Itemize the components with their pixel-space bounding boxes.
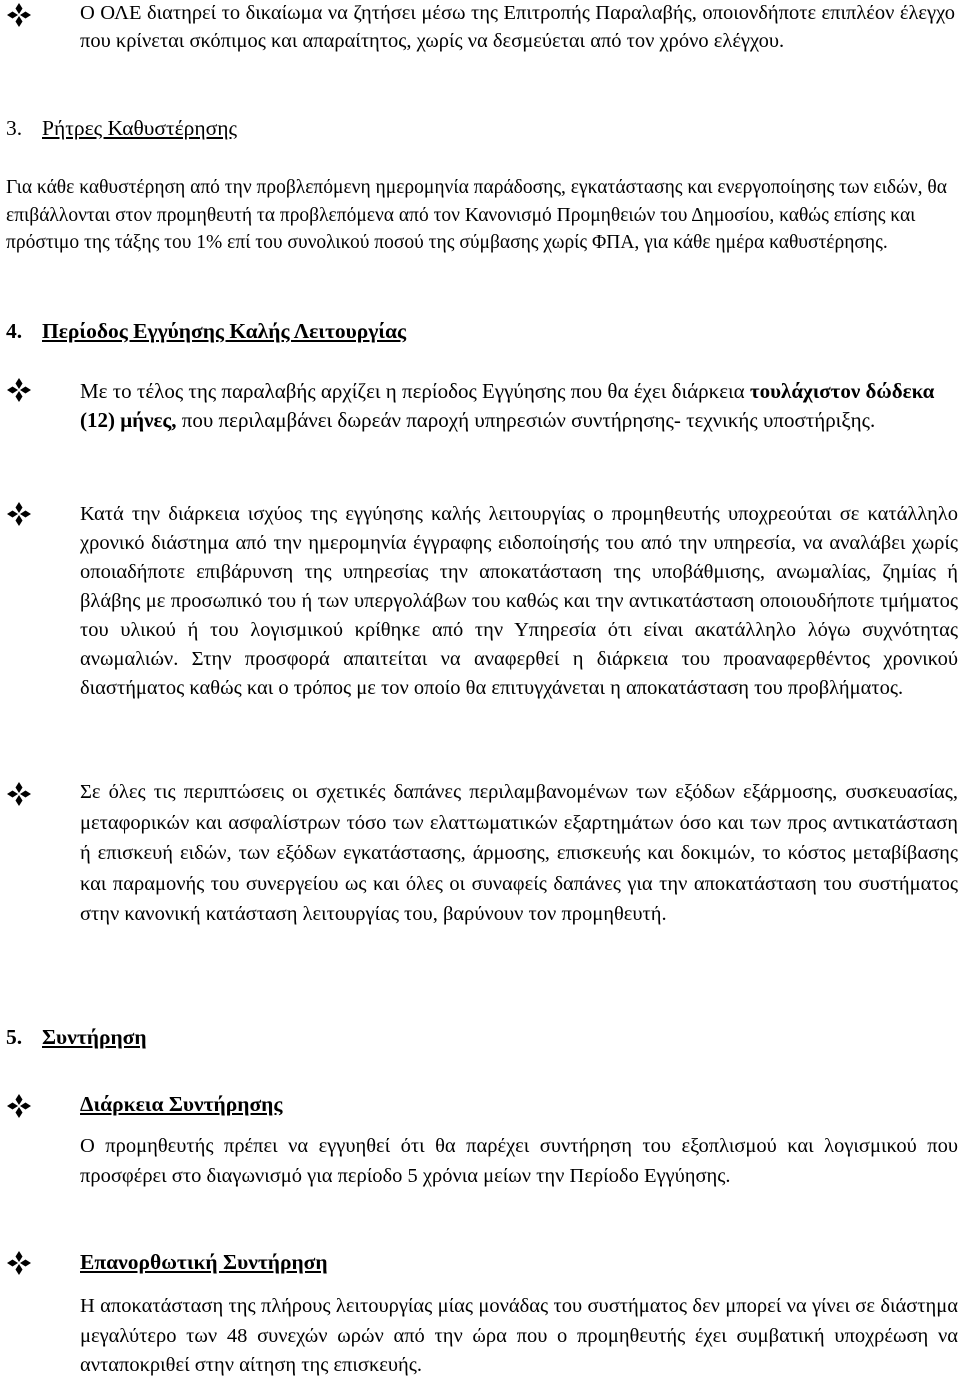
section-5-title: Συντήρηση (42, 1025, 147, 1049)
subsection-title: Επανορθωτική Συντήρηση (80, 1250, 328, 1274)
four-diamond-bullet-icon (6, 2, 40, 28)
section-4-number: 4. (6, 319, 23, 343)
bullet-text-part: Με το τέλος της παραλαβής αρχίζει η περίοδος Εγγύησης που θα έχει διάρκεια (80, 379, 750, 403)
section-5-heading (6, 1023, 906, 1051)
corrective-maintenance-paragraph: Η αποκατάσταση της πλήρους λειτουργίας μίας μονάδας του συστήματος δεν μπορεί να γίνει σε διάστημα μεγαλύτερο των 48 συνεχών ωρών από την ώρα που ο προμηθευτής έχει συμβατική υποχρέωση να ανταποκριθεί στην αίτηση της επισκευής. (80, 1295, 958, 1376)
four-diamond-bullet-icon (6, 1250, 40, 1276)
section-4-title: Περίοδος Εγγύησης Καλής Λειτουργίας (42, 319, 407, 343)
section-4-heading (6, 317, 906, 345)
four-diamond-bullet-icon (6, 1093, 40, 1119)
section-3-paragraph: Για κάθε καθυστέρηση από την προβλεπόμενη ημερομηνία παράδοσης, εγκατάστασης και ενεργοποίησης των ειδών, θα επιβάλλονται στον προμηθευτή τα προβλεπόμενα από τον Κανονισμό Προμηθειών του Δημοσίου, καθώς επίσης και πρόστιμο της τάξης του 1% επί του συνολικού ποσού της σύμβασης χωρίς ΦΠΑ, για κάθε ημέρα καθυστέρησης. (6, 177, 947, 253)
warranty-obligations-bullet: Κατά την διάρκεια ισχύος της εγγύησης καλής λειτουργίας ο προμηθευτής υποχρεούται σε κατάλληλο χρονικό διάστημα από την ημερομηνία έγγραφης ειδοποίησής του από την υπηρεσία, να αναλάβει χωρίς οποιαδήποτε επιβάρυνση της υπηρεσίας την αποκατάσταση της υποβάθμισης, ανωμαλίας, ζημίας ή βλάβης με προσωπικό του ή των υπεργολάβων του καθώς και την αντικατάσταση οποιουδήποτε τμήματος του υλικού ή του λογισμικού κρίθηκε από την Υπηρεσία ότι είναι ακατάλληλο λόγω συχνότητας ανωμαλιών. Στην προσφορά απαιτείται να αναφερθεί η διάρκεια του προαναφερθέντος χρονικού διαστήματος καθώς και ο τρόπος με τον οποίο θα επιτυγχάνεται η αποκατάσταση του προβλήματος. (80, 503, 958, 699)
warranty-duration-bullet (80, 377, 950, 434)
bullet-bold-text: τουλάχιστον δώδεκα (12) μήνες, (80, 379, 935, 432)
bullet-text-part: που περιλαμβάνει δωρεάν παροχή υπηρεσιών συντήρησης- τεχνικής υποστήριξης. (176, 407, 876, 432)
four-diamond-bullet-icon (6, 781, 40, 807)
warranty-costs-bullet: Σε όλες τις περιπτώσεις οι σχετικές δαπάνες περιλαμβανομένων των εξόδων εξάρμοσης, συσκευασίας, μεταφορικών και ασφαλίστρων τόσο των ελαττωματικών εξαρτημάτων όσο και των προς αντικατάσταση ή επισκευή ειδών, των εξόδων εγκατάστασης, άρμοσης, επισκευής και δοκιμών, το κόστος μεταβίβασης και παραμονής του συνεργείου ως και όλες οι συναφείς δαπάνες για την αποκατάσταση του συστήματος στην κανονική κατάσταση λειτουργίας του, βαρύνουν τον προμηθευτή. (80, 781, 958, 925)
four-diamond-bullet-icon (6, 377, 40, 403)
four-diamond-bullet-icon (6, 501, 40, 527)
maintenance-duration-paragraph: Ο προμηθευτής πρέπει να εγγυηθεί ότι θα παρέχει συντήρηση του εξοπλισμού και λογισμικού που προσφέρει στο διαγωνισμό για περίοδο 5 χρόνια μείων την Περίοδο Εγγύησης. (80, 1135, 958, 1187)
corrective-maintenance-heading (80, 1248, 950, 1276)
maintenance-duration-heading (80, 1090, 950, 1118)
section-3-heading (6, 114, 906, 142)
section-5-number: 5. (6, 1025, 23, 1049)
intro-bullet-text: Ο ΟΛΕ διατηρεί το δικαίωμα να ζητήσει μέσω της Επιτροπής Παραλαβής, οποιονδήποτε επιπλέον έλεγχο που κρίνεται σκόπιμος και απαραίτητος, χωρίς να δεσμεύεται από τον χρόνο ελέγχου. (80, 2, 955, 52)
subsection-title: Διάρκεια Συντήρησης (80, 1092, 283, 1116)
section-3-title: Ρήτρες Καθυστέρησης (42, 116, 238, 140)
section-3-number: 3. (6, 116, 23, 140)
